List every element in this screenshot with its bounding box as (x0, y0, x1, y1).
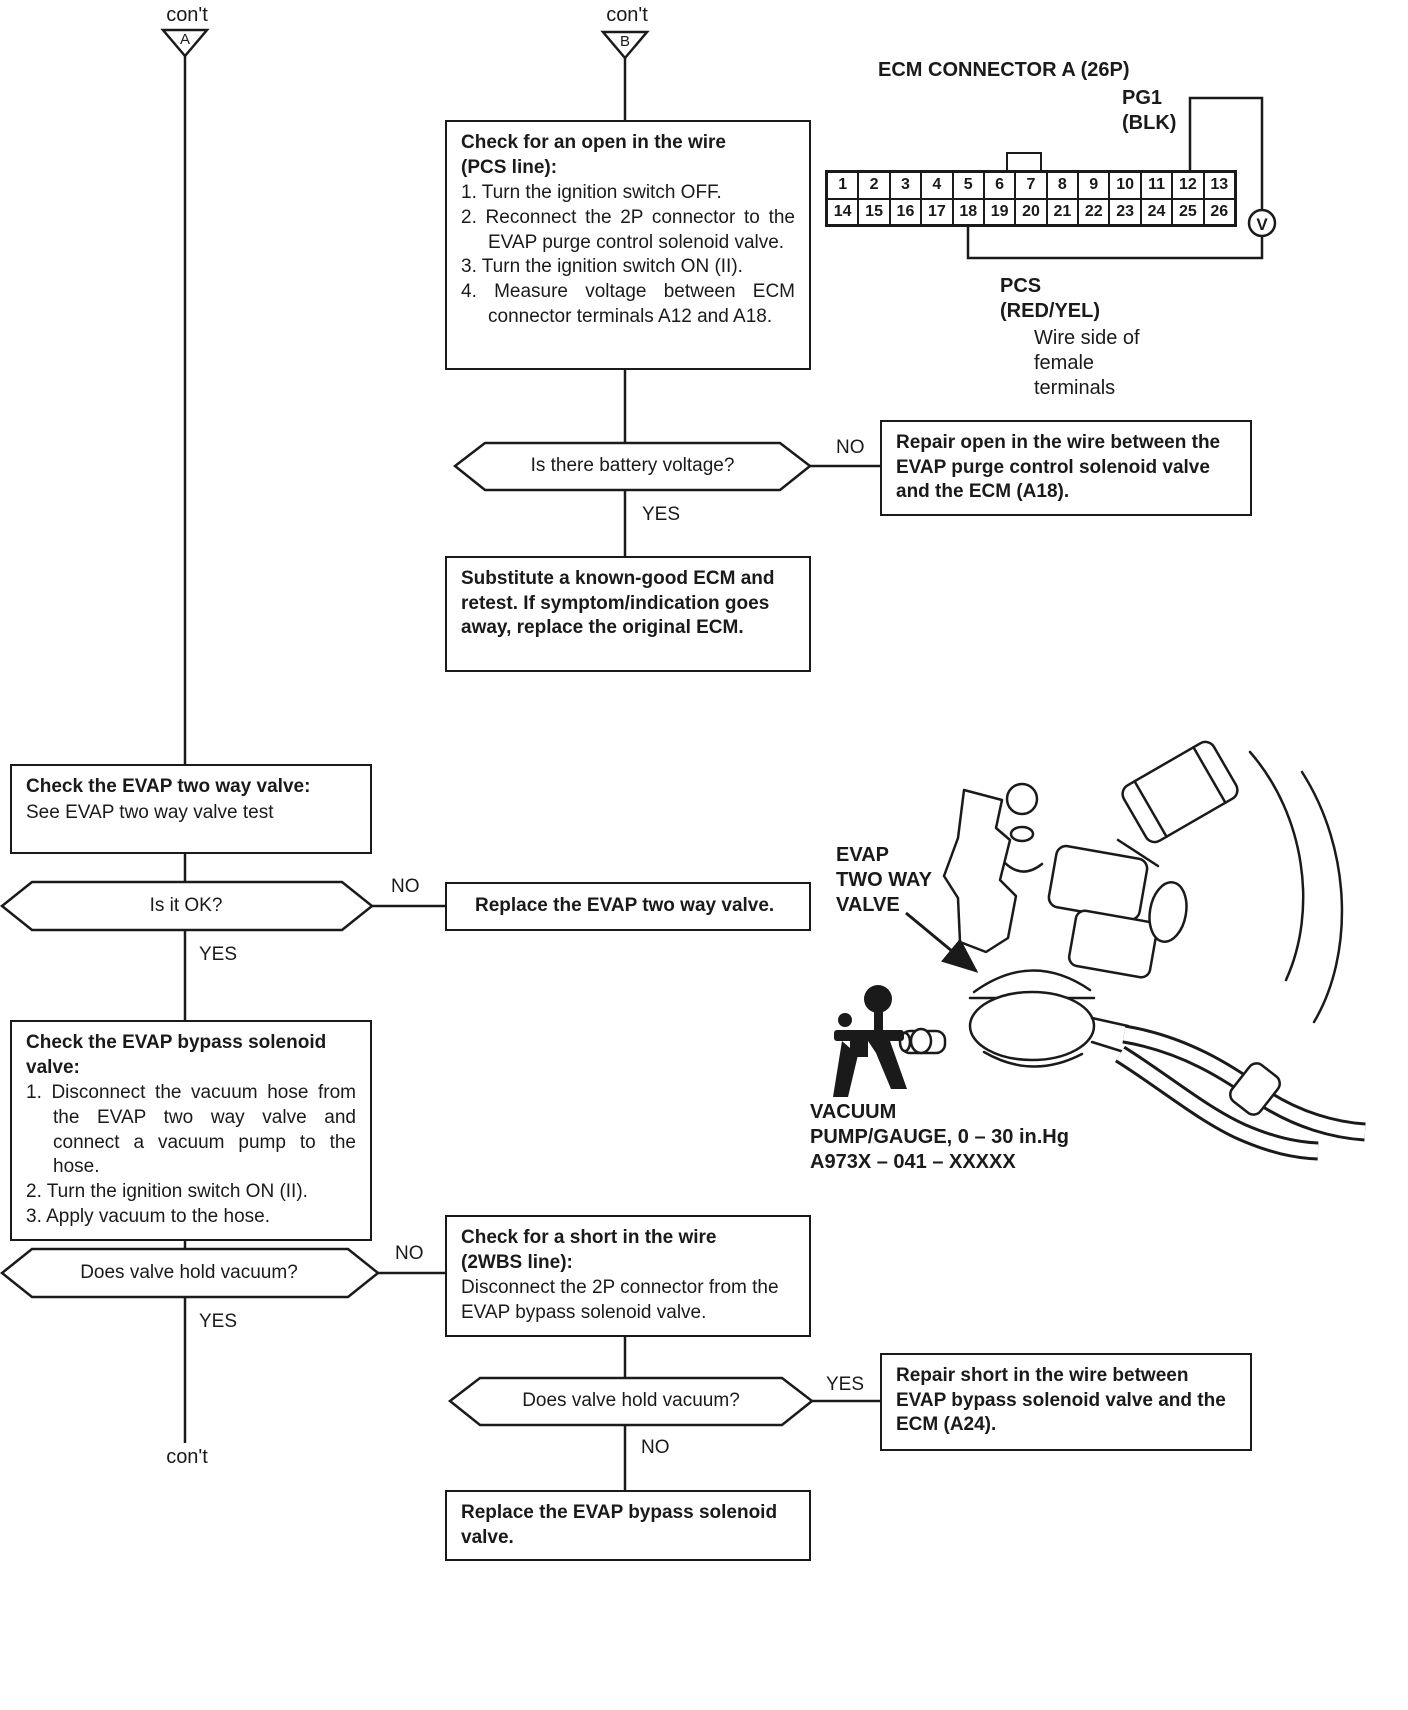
wire-side-line-1: Wire side of (1034, 327, 1140, 349)
pin-cell-1: 1 (827, 172, 858, 199)
hold-vacuum-2-no-label: NO (641, 1437, 670, 1458)
check-bypass-title-line-2: valve: (26, 1056, 80, 1078)
check-bypass-title-line-1: Check the EVAP bypass solenoid (26, 1032, 327, 1053)
pin-cell-3: 3 (890, 172, 921, 199)
pcs-label (1000, 274, 1100, 324)
repair-open-wire-box: Repair open in the wire between the EVAP purge control solenoid valve and the ECM (A18). (880, 420, 1252, 516)
voltmeter-letter: V (1256, 215, 1268, 234)
continuation-letter-a: A (179, 31, 190, 48)
pump-nozzle-opening (911, 1029, 931, 1053)
evap-two-way-valve-label (836, 843, 932, 918)
hold-vacuum-2-yes-label: YES (826, 1374, 865, 1395)
wire-side-note (1034, 326, 1140, 401)
vacuum-pump-label (810, 1100, 1069, 1175)
pcs-name: PCS (1000, 275, 1042, 297)
wire-side-line-3: terminals (1034, 377, 1116, 399)
pin-cell-20: 20 (1015, 199, 1046, 226)
pin-cell-25: 25 (1172, 199, 1203, 226)
check-two-way-valve-box (10, 764, 372, 854)
pump-label-line-1: VACUUM (810, 1101, 897, 1123)
check-open-title-line-1: Check for an open in the wire (461, 132, 726, 153)
continuation-letter-b: B (619, 33, 630, 50)
pin-cell-13: 13 (1204, 172, 1235, 199)
check-bypass-step-3: 3. Apply vacuum to the hose. (26, 1205, 270, 1227)
check-short-wire-box (445, 1215, 811, 1337)
pin-cell-22: 22 (1078, 199, 1109, 226)
pin-cell-4: 4 (921, 172, 952, 199)
repair-short-wire-box: Repair short in the wire between EVAP bypass solenoid valve and the ECM (A24). (880, 1353, 1252, 1451)
check-short-title-line-2: (2WBS line): (461, 1251, 573, 1273)
decision-is-it-ok-label: Is it OK? (149, 895, 223, 916)
pin-cell-11: 11 (1141, 172, 1172, 199)
is-it-ok-no-label: NO (391, 876, 420, 897)
pin-cell-16: 16 (890, 199, 921, 226)
evap-label-line-1: EVAP (836, 844, 889, 866)
check-open-step-3: 3. Turn the ignition switch ON (II). (461, 256, 743, 278)
pin-cell-14: 14 (827, 199, 858, 226)
voltmeter-icon (1249, 210, 1275, 236)
check-short-body: Disconnect the 2P connector from the EVAP bypass solenoid valve. (461, 1277, 779, 1324)
check-open-steps (461, 181, 795, 329)
is-it-ok-yes-label: YES (199, 944, 238, 965)
check-open-wire-box (445, 120, 811, 370)
pin-cell-17: 17 (921, 199, 952, 226)
pin-cell-6: 6 (984, 172, 1015, 199)
hold-vacuum-1-no-label: NO (395, 1243, 424, 1264)
check-bypass-step-1: 1. Disconnect the vacuum hose from the EVAP two way valve and connect a vacuum pump to the hose. (26, 1082, 356, 1178)
pin-cell-5: 5 (953, 172, 984, 199)
pin-cell-2: 2 (858, 172, 889, 199)
check-bypass-solenoid-box (10, 1020, 372, 1241)
check-open-title-line-2: (PCS line): (461, 156, 558, 178)
check-two-way-title: Check the EVAP two way valve: (26, 776, 311, 797)
pin-cell-23: 23 (1109, 199, 1140, 226)
pin-cell-26: 26 (1204, 199, 1235, 226)
pump-label-line-2: PUMP/GAUGE, 0 – 30 in.Hg (810, 1126, 1069, 1148)
pin-cell-21: 21 (1047, 199, 1078, 226)
pin-cell-15: 15 (858, 199, 889, 226)
pin-cell-12: 12 (1172, 172, 1203, 199)
decision-hold-vacuum-2-label: Does valve hold vacuum? (522, 1390, 740, 1411)
replace-two-way-valve-box: Replace the EVAP two way valve. (445, 882, 811, 931)
pin-cell-18: 18 (953, 199, 984, 226)
pin-cell-9: 9 (1078, 172, 1109, 199)
check-bypass-step-2: 2. Turn the ignition switch ON (II). (26, 1181, 308, 1203)
evap-label-line-3: VALVE (836, 894, 900, 916)
check-bypass-steps (26, 1081, 356, 1229)
check-short-title-line-1: Check for a short in the wire (461, 1227, 717, 1248)
pg1-name: PG1 (1122, 87, 1163, 109)
check-open-step-4: 4. Measure voltage between ECM connector terminals A12 and A18. (461, 281, 795, 327)
ecm-connector-title: ECM CONNECTOR A (26P) (878, 59, 1130, 81)
replace-bypass-solenoid-box: Replace the EVAP bypass solenoid valve. (445, 1490, 811, 1561)
decision-hold-vacuum-1-label: Does valve hold vacuum? (80, 1262, 298, 1283)
pin-cell-24: 24 (1141, 199, 1172, 226)
pg1-wire-color: (BLK) (1122, 112, 1177, 134)
continuation-label-bottom: con't (166, 1446, 208, 1468)
check-two-way-body: See EVAP two way valve test (26, 801, 274, 823)
pin-cell-7: 7 (1015, 172, 1046, 199)
substitute-ecm-box: Substitute a known-good ECM and retest. If symptom/indication goes away, replace the original ECM. (445, 556, 811, 672)
evap-two-way-valve-illustration (900, 738, 1342, 1066)
continuation-label-b: con't (606, 4, 648, 26)
battery-no-label: NO (836, 437, 865, 458)
evap-label-line-2: TWO WAY (836, 869, 932, 891)
pin-cell-8: 8 (1047, 172, 1078, 199)
check-open-step-1: 1. Turn the ignition switch OFF. (461, 182, 722, 204)
vacuum-pump-illustration (833, 985, 907, 1097)
battery-yes-label: YES (642, 504, 681, 525)
pin-cell-10: 10 (1109, 172, 1140, 199)
ecm-connector-pin-grid (825, 170, 1237, 227)
pcs-wire-color: (RED/YEL) (1000, 300, 1100, 322)
pin-cell-19: 19 (984, 199, 1015, 226)
pump-label-line-3: A973X – 041 – XXXXX (810, 1151, 1016, 1173)
hold-vacuum-1-yes-label: YES (199, 1311, 238, 1332)
decision-battery-voltage-label: Is there battery voltage? (530, 455, 735, 476)
hose-illustration (1120, 1034, 1365, 1151)
continuation-label-a: con't (166, 4, 208, 26)
wire-side-line-2: female (1034, 352, 1095, 374)
connector-key-tab (1006, 152, 1042, 172)
pg1-label (1122, 86, 1176, 136)
check-open-step-2: 2. Reconnect the 2P connector to the EVAP purge control solenoid valve. (461, 207, 795, 253)
